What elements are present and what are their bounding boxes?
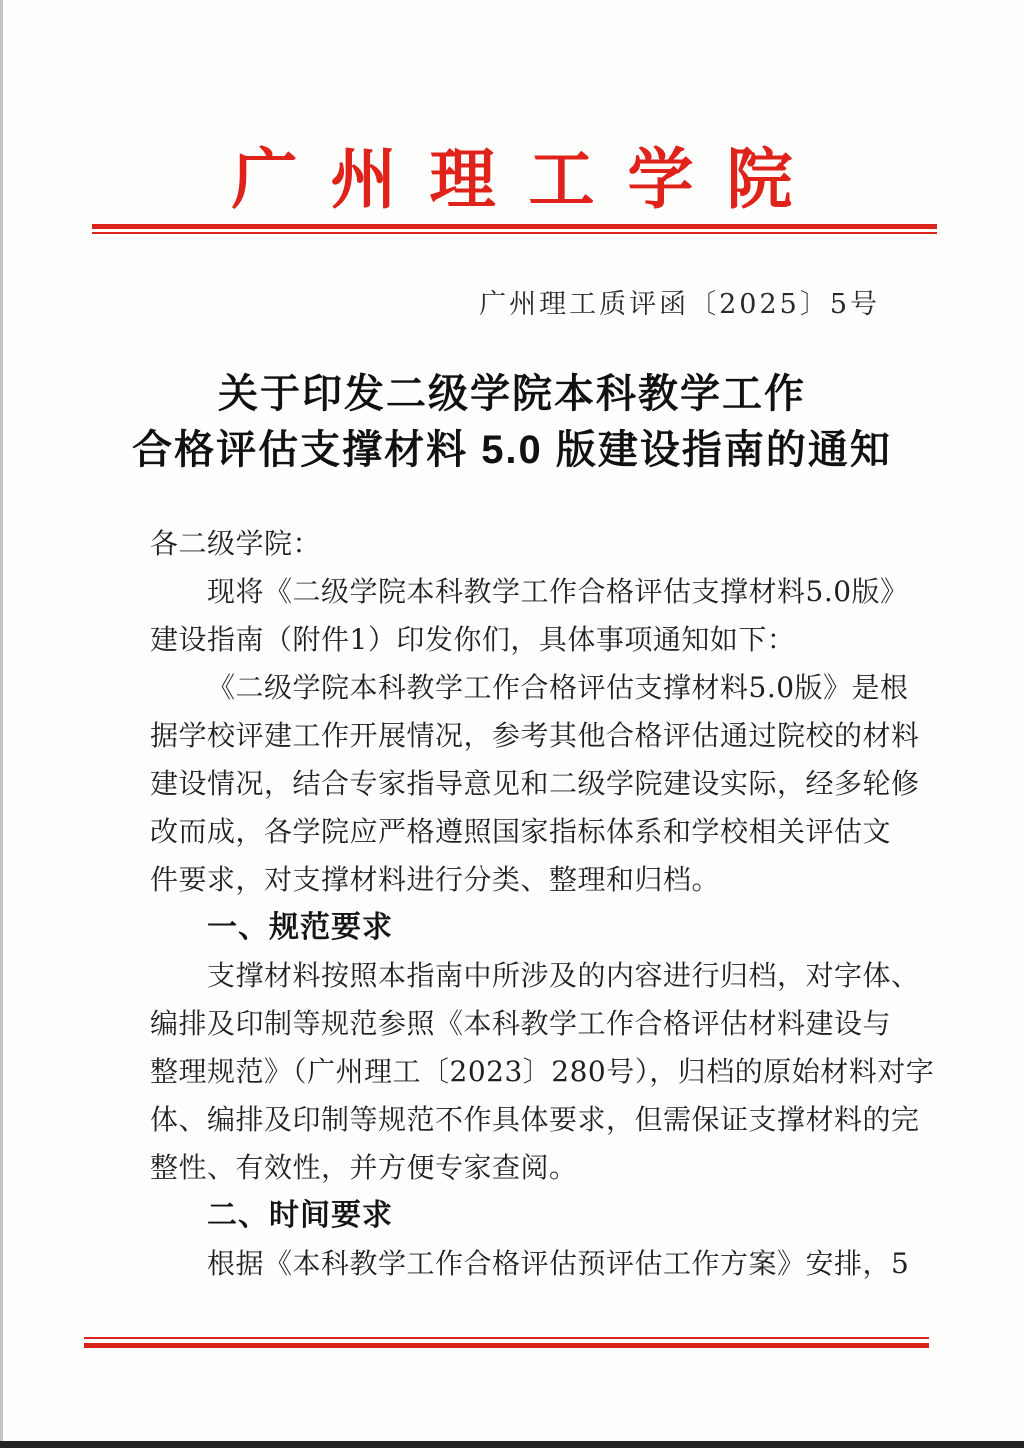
body-line: 整理规范》（广州理工〔2023〕280号），归档的原始材料对字	[150, 1055, 935, 1088]
body-line: 体、编排及印制等规范不作具体要求，但需保证支撑材料的完	[150, 1103, 920, 1136]
body-line: 支撑材料按照本指南中所涉及的内容进行归档，对字体、	[207, 959, 920, 992]
document-number: 广州理工质评函〔2025〕5号	[479, 289, 880, 320]
rule-thin-line	[92, 232, 937, 234]
body-line: 建设情况，结合专家指导意见和二级学院建设实际，经多轮修	[150, 767, 920, 800]
salutation: 各二级学院：	[150, 527, 322, 560]
rule-thick-line	[84, 1343, 929, 1348]
body-line: 据学校评建工作开展情况，参考其他合格评估通过院校的材料	[150, 719, 920, 752]
body-line: 件要求，对支撑材料进行分类、整理和归档。	[150, 863, 721, 896]
section-heading-1: 一、规范要求	[207, 911, 393, 944]
body-line: 现将《二级学院本科教学工作合格评估支撑材料5.0版》	[207, 575, 909, 608]
document-body	[150, 520, 935, 1288]
body-line: 根据《本科教学工作合格评估预评估工作方案》安排，5	[207, 1247, 910, 1280]
document-title-line-1: 关于印发二级学院本科教学工作	[218, 372, 806, 416]
body-line: 编排及印制等规范参照《本科教学工作合格评估材料建设与	[150, 1007, 892, 1040]
body-line: 建设指南（附件1）印发你们，具体事项通知如下：	[150, 623, 796, 656]
body-line: 《二级学院本科教学工作合格评估支撑材料5.0版》是根	[207, 671, 909, 704]
document-title	[0, 366, 1024, 478]
section-heading-2: 二、时间要求	[207, 1199, 393, 1232]
letterhead-school-name: 广州理工学院	[231, 144, 826, 217]
scan-edge-bottom	[0, 1441, 1024, 1448]
body-line: 改而成，各学院应严格遵照国家指标体系和学校相关评估文	[150, 815, 892, 848]
document-title-line-2: 合格评估支撑材料 5.0 版建设指南的通知	[132, 428, 892, 472]
letterhead-double-rule	[92, 224, 937, 234]
body-line: 整性、有效性，并方便专家查阅。	[150, 1151, 578, 1184]
footer-double-rule	[84, 1337, 929, 1348]
